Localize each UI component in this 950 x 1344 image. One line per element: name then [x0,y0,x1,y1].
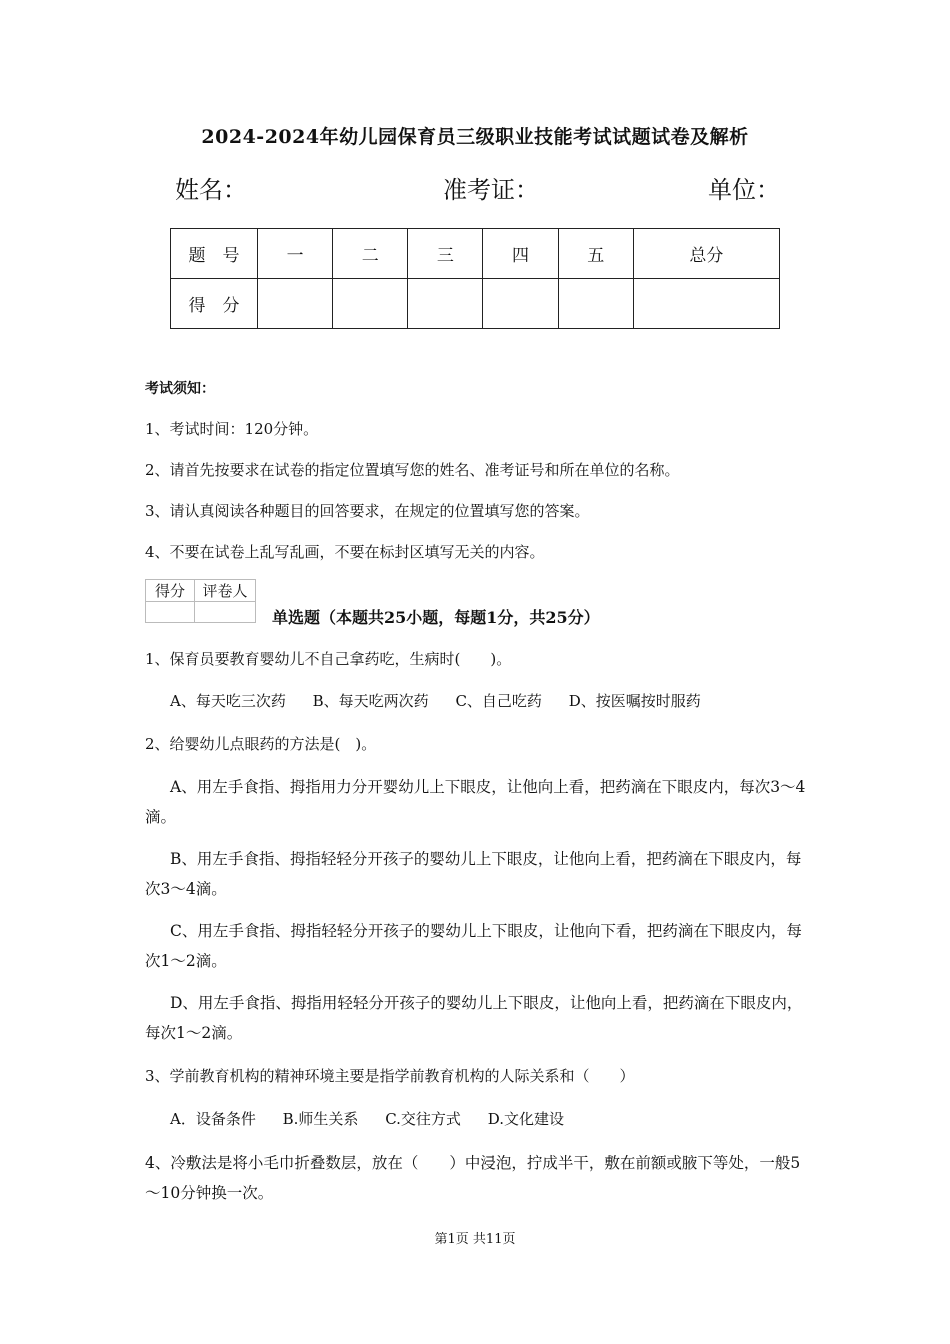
notice-item: 4、不要在试卷上乱写乱画，不要在标封区填写无关的内容。 [145,543,545,561]
section-title: 单选题（本题共25小题，每题1分，共25分） [272,608,600,627]
score-header-cell: 题 号 [171,229,258,279]
score-cell [558,279,633,329]
question-stem: 1、保育员要教育婴幼儿不自己拿药吃，生病时( )。 [145,650,512,668]
option: A、每天吃三次药 [170,692,286,710]
notice-item: 2、请首先按要求在试卷的指定位置填写您的姓名、准考证号和所在单位的名称。 [145,461,680,479]
option: C.交往方式 [385,1110,461,1128]
question-options [170,690,723,711]
score-row-label: 得 分 [171,279,258,329]
score-table-score-row [171,279,780,329]
option: A．设备条件 [170,1110,256,1128]
score-header-cell: 四 [483,229,558,279]
score-cell [333,279,408,329]
grader-box [145,579,256,623]
score-header-cell: 三 [408,229,483,279]
question-stem: 2、给婴幼儿点眼药的方法是( )。 [145,735,377,753]
page-footer: 第1页 共11页 [434,1232,516,1247]
score-header-cell: 总分 [633,229,779,279]
candidate-info-row [175,170,780,204]
option: D.文化建设 [487,1110,564,1128]
score-cell [483,279,558,329]
question-stem: 4、冷敷法是将小毛巾折叠数层，放在（ ）中浸泡，拧成半干，敷在前额或腋下等处，一般5～10分钟换一次。 [145,1154,801,1202]
grader-name-cell [195,602,256,623]
question-option-long: D、用左手食指、拇指用轻轻分开孩子的婴幼儿上下眼皮，让他向上看，把药滴在下眼皮内，每次1～2滴。 [145,994,803,1042]
question-option-long: B、用左手食指、拇指轻轻分开孩子的婴幼儿上下眼皮，让他向上看，把药滴在下眼皮内，每次3～4滴。 [145,850,802,898]
option: B、每天吃两次药 [312,692,429,710]
grader-name-label: 评卷人 [195,580,256,602]
score-cell [408,279,483,329]
question-options [170,1108,586,1129]
score-header-cell: 一 [258,229,333,279]
unit-label: 单位： [708,176,780,204]
question-option-long: A、用左手食指、拇指用力分开婴幼儿上下眼皮，让他向上看，把药滴在下眼皮内，每次3～4滴。 [145,778,806,826]
grader-score-label: 得分 [146,580,195,602]
exam-id-label: 准考证： [443,176,539,204]
name-label: 姓名： [175,176,247,204]
question-stem: 3、学前教育机构的精神环境主要是指学前教育机构的人际关系和（ ） [145,1067,635,1085]
page-title: 2024-2024年幼儿园保育员三级职业技能考试试题试卷及解析 [201,126,749,148]
question-option-long: C、用左手食指、拇指轻轻分开孩子的婴幼儿上下眼皮，让他向下看，把药滴在下眼皮内，每次1～2滴。 [145,922,802,970]
grader-score-cell [146,602,195,623]
notice-item: 1、考试时间：120分钟。 [145,420,319,438]
score-header-cell: 二 [333,229,408,279]
notice-item: 3、请认真阅读各种题目的回答要求，在规定的位置填写您的答案。 [145,502,590,520]
option: C、自己吃药 [455,692,542,710]
score-cell [258,279,333,329]
score-table [170,228,780,329]
notice-title: 考试须知： [145,381,215,397]
option: D、按医嘱按时服药 [568,692,701,710]
score-cell [633,279,779,329]
score-header-cell: 五 [558,229,633,279]
score-table-header-row [171,229,780,279]
option: B.师生关系 [282,1110,359,1128]
